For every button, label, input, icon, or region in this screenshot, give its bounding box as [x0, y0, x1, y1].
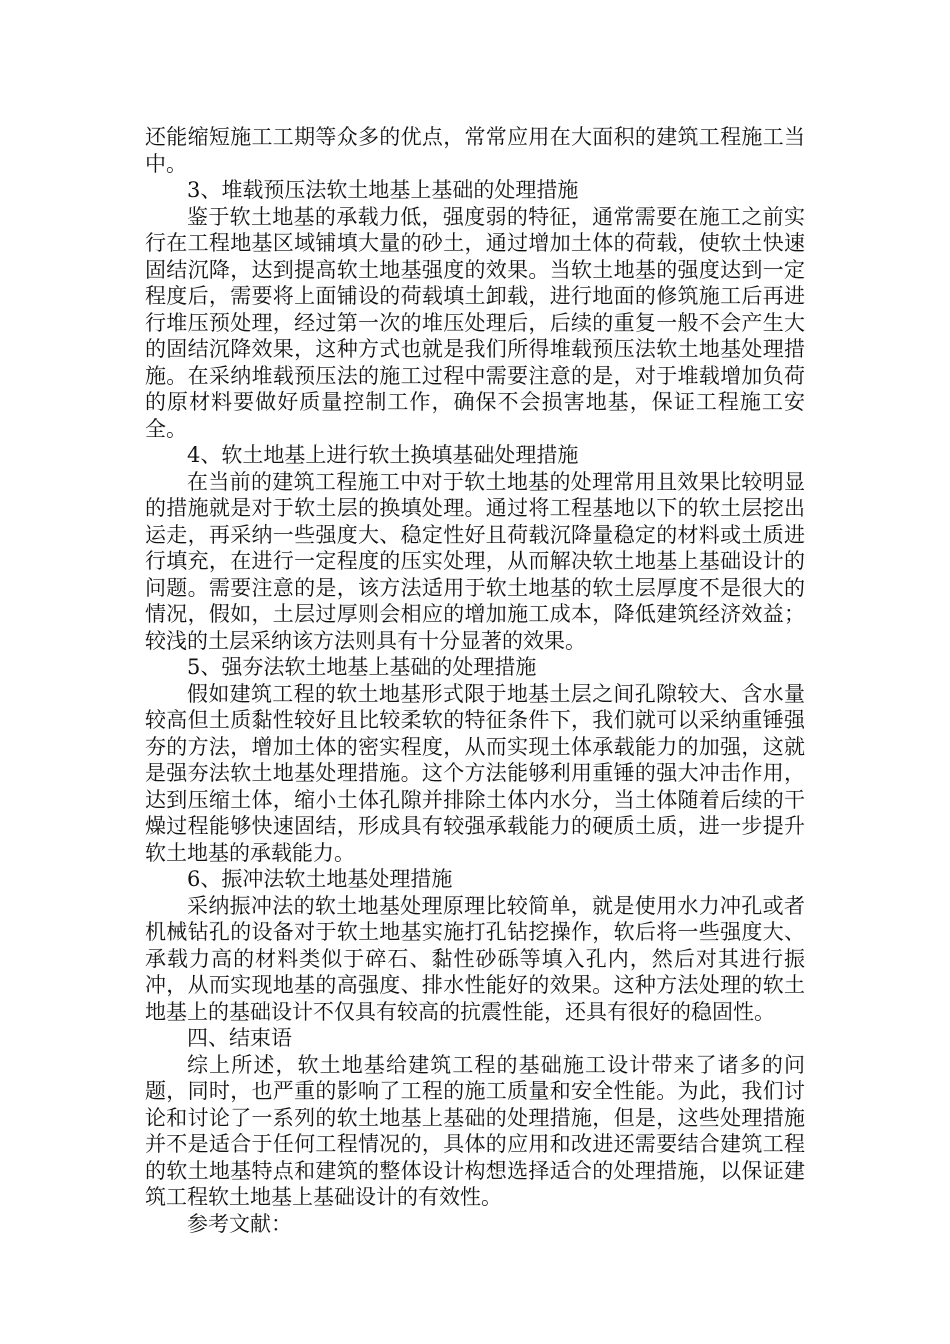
section-heading-3: 3、堆载预压法软土地基上基础的处理措施 [187, 178, 579, 202]
section-heading-4: 4、软土地基上进行软土换填基础处理措施 [187, 443, 579, 467]
document-body [145, 124, 805, 1237]
paragraph-continuation: 还能缩短施工工期等众多的优点，常常应用在大面积的建筑工程施工当中。 [145, 125, 805, 176]
section-heading-6: 6、振冲法软土地基处理措施 [187, 867, 453, 891]
paragraph-vibro-flotation: 采纳振冲法的软土地基处理原理比较简单，就是使用水力冲孔或者机械钻孔的设备对于软土地基实施打孔钻挖操作，软后将一些强度大、承载力高的材料类似于碎石、黏性砂砾等填入孔内，然后对其进行振冲，从而实现地基的高强度、排水性能好的效果。这种方法处理的软土地基上的基础设计不仅具有较高的抗震性能，还具有很好的稳固性。 [145, 893, 805, 1024]
paragraph-dynamic-compaction: 假如建筑工程的软土地基形式限于地基土层之间孔隙较大、含水量较高但土质黏性较好且比较柔软的特征条件下，我们就可以采纳重锤强夯的方法，增加土体的密实程度，从而实现土体承载能力的加强，这就是强夯法软土地基处理措施。这个方法能够利用重锤的强大冲击作用，达到压缩土体，缩小土体孔隙并排除土体内水分，当土体随着后续的干燥过程能够快速固结，形成具有较强承载能力的硬质土质，进一步提升软土地基的承载能力。 [145, 681, 805, 865]
references-heading: 参考文献： [187, 1211, 292, 1236]
paragraph-conclusion: 综上所述，软土地基给建筑工程的基础施工设计带来了诸多的问题，同时，也严重的影响了工程的施工质量和安全性能。为此，我们讨论和讨论了一系列的软土地基上基础的处理措施，但是，这些处理措施并不是适合于任何工程情况的，具体的应用和改进还需要结合建筑工程的软土地基特点和建筑的整体设计构想选择适合的处理措施，以保证建筑工程软土地基上基础设计的有效性。 [145, 1052, 805, 1209]
section-heading-5: 5、强夯法软土地基上基础的处理措施 [187, 655, 537, 679]
paragraph-preloading: 鉴于软土地基的承载力低，强度弱的特征，通常需要在施工之前实行在工程地基区域铺填大量的砂土，通过增加土体的荷载，使软土快速固结沉降，达到提高软土地基强度的效果。当软土地基的强度达到一定程度后，需要将上面铺设的荷载填土卸载，进行地面的修筑施工后再进行堆压预处理，经过第一次的堆压处理后，后续的重复一般不会产生大的固结沉降效果，这种方式也就是我们所得堆载预压法软土地基处理措施。在采纳堆载预压法的施工过程中需要注意的是，对于堆载增加负荷的原材料要做好质量控制工作，确保不会损害地基，保证工程施工安全。 [145, 204, 805, 441]
section-heading-conclusion: 四、结束语 [187, 1026, 292, 1050]
paragraph-replacement: 在当前的建筑工程施工中对于软土地基的处理常用且效果比较明显的措施就是对于软土层的换填处理。通过将工程基地以下的软土层挖出运走，再采纳一些强度大、稳定性好且荷载沉降量稳定的材料或土质进行填充，在进行一定程度的压实处理，从而解决软土地基上基础设计的问题。需要注意的是，该方法适用于软土地基的软土层厚度不是很大的情况，假如，土层过厚则会相应的增加施工成本，降低建筑经济效益；较浅的土层采纳该方法则具有十分显著的效果。 [145, 469, 805, 653]
